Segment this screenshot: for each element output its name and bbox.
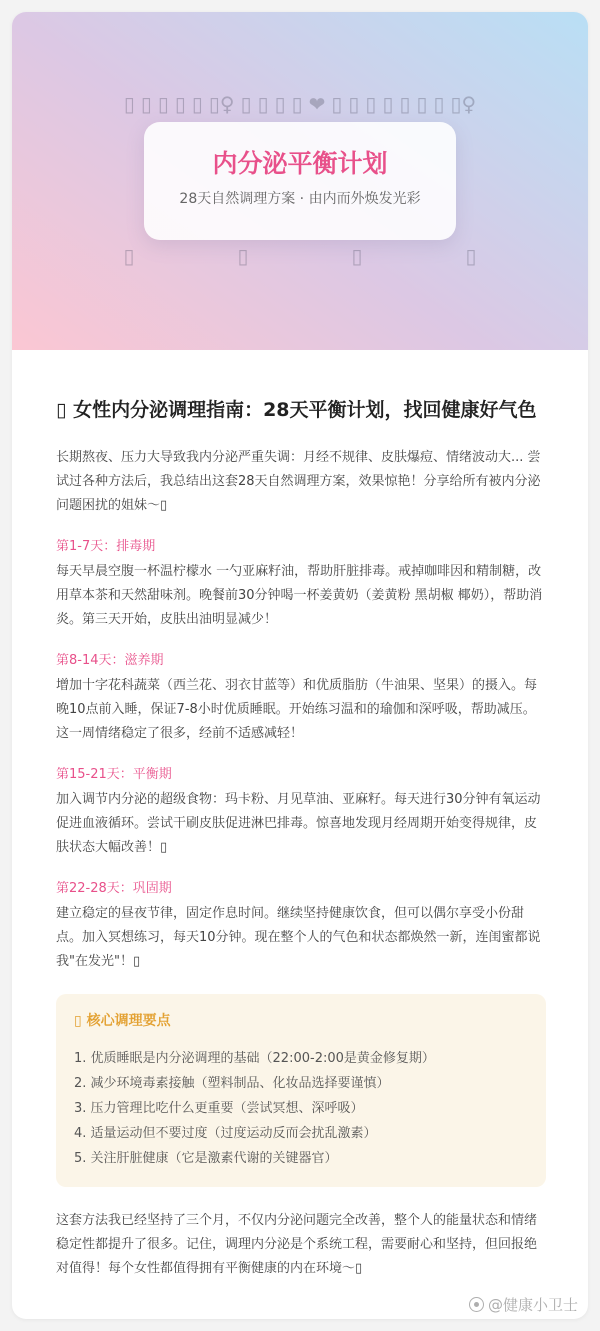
tips-list-item: 2. 减少环境毒素接触（塑料制品、化妆品选择要谨慎） [74, 1076, 390, 1091]
phase-text: 建立稳定的昼夜节律，固定作息时间。继续坚持健康饮食，但可以偶尔享受小份甜点。加入冥想练习，每天10分钟。现在整个人的气色和状态都焕然一新，连闺蜜都说我"在发光"！▯ [56, 906, 541, 969]
phase-text: 增加十字花科蔬菜（西兰花、羽衣甘蓝等）和优质脂肪（牛油果、坚果）的摄入。每晚10点前入睡，保证7-8小时优质睡眠。开始练习温和的瑜伽和深呼吸，帮助减压。这一周情绪稳定了很多，经前不适感减轻！ [56, 678, 538, 741]
watermark-logo-icon [469, 1297, 484, 1312]
article-closing: 这套方法我已经坚持了三个月，不仅内分泌问题完全改善，整个人的能量状态和情绪稳定性都提升了很多。记住，调理内分泌是个系统工程，需要耐心和坚持，但回报绝对值得！每个女性都值得拥有平衡健康的内在环境～▯ [56, 1213, 538, 1276]
page-subtitle: 28天自然调理方案 · 由内而外焕发光彩 [179, 191, 421, 207]
phase-title: 第22-28天：巩固期 [56, 881, 172, 896]
flower-icon: ▯ [174, 92, 186, 116]
flower-icon: ▯ [191, 92, 203, 116]
watermark-text: @健康小卫士 [487, 1296, 578, 1314]
tips-list-item: 3. 压力管理比吃什么更重要（尝试冥想、深呼吸） [74, 1101, 364, 1116]
phase-text: 每天早晨空腹一杯温柠檬水 一勺亚麻籽油，帮助肝脏排毒。戒掉咖啡因和精制糖，改用草本茶和天然甜味剂。晚餐前30分钟喝一杯姜黄奶（姜黄粉 黑胡椒 椰奶），帮助消炎。第三天开始，皮肤出油明显减少！ [56, 564, 543, 627]
article-title: ▯ 女性内分泌调理指南：28天平衡计划，找回健康好气色 [56, 399, 537, 421]
flower-icon: ▯ [257, 92, 269, 116]
flower-icon: ▯ [348, 92, 360, 116]
watermark [469, 1294, 578, 1315]
phase-text: 加入调节内分泌的超级食物：玛卡粉、月见草油、亚麻籽。每天进行30分钟有氧运动促进血液循环。尝试干刷皮肤促进淋巴排毒。惊喜地发现月经周期开始变得规律，皮肤状态大幅改善！▯ [56, 792, 541, 855]
tips-box [56, 994, 546, 1187]
flower-icon: ▯ [237, 244, 249, 268]
flower-icon: ▯ [140, 92, 152, 116]
flower-icon: ▯ [331, 92, 343, 116]
phase-section [56, 650, 546, 746]
phase-title: 第8-14天：滋养期 [56, 653, 164, 668]
decorative-emoji-row-top [12, 92, 588, 116]
article-intro: 长期熬夜、压力大导致我内分泌严重失调：月经不规律、皮肤爆痘、情绪波动大... 尝试过各种方法后，我总结出这套28天自然调理方案，效果惊艳！分享给所有被内分泌问题困扰的姐妹～▯ [56, 450, 541, 513]
female-sign-icon: ▯♀ [450, 92, 477, 116]
decorative-emoji-row-bottom [12, 244, 588, 268]
tips-list-item: 4. 适量运动但不要过度（过度运动反而会扰乱激素） [74, 1126, 377, 1141]
flower-icon: ▯ [416, 92, 428, 116]
flower-icon: ▯ [399, 92, 411, 116]
flower-icon: ▯ [123, 244, 135, 268]
flower-icon: ▯ [157, 92, 169, 116]
title-box [144, 122, 456, 240]
flower-icon: ▯ [291, 92, 303, 116]
tips-title: ▯ 核心调理要点 [74, 1013, 171, 1029]
flower-icon: ▯ [365, 92, 377, 116]
tips-list-item: 5. 关注肝脏健康（它是激素代谢的关键器官） [74, 1151, 338, 1166]
flower-icon: ▯ [274, 92, 286, 116]
phase-title: 第15-21天：平衡期 [56, 767, 172, 782]
hero-banner [12, 12, 588, 350]
flower-icon: ▯ [465, 244, 477, 268]
phase-section [56, 536, 546, 632]
article-body [56, 394, 546, 1281]
flower-icon: ▯ [433, 92, 445, 116]
flower-icon: ▯ [123, 92, 135, 116]
tips-list-item: 1. 优质睡眠是内分泌调理的基础（22:00-2:00是黄金修复期） [74, 1051, 435, 1066]
flower-icon: ▯ [382, 92, 394, 116]
post-card [12, 12, 588, 1319]
female-sign-icon: ▯♀ [208, 92, 235, 116]
phase-title: 第1-7天：排毒期 [56, 539, 156, 554]
phase-section [56, 764, 546, 860]
flower-icon: ▯ [240, 92, 252, 116]
phase-section [56, 878, 546, 974]
heart-icon: ❤ [308, 92, 326, 116]
tips-list [74, 1046, 528, 1171]
page-title: 内分泌平衡计划 [212, 149, 388, 178]
flower-icon: ▯ [351, 244, 363, 268]
